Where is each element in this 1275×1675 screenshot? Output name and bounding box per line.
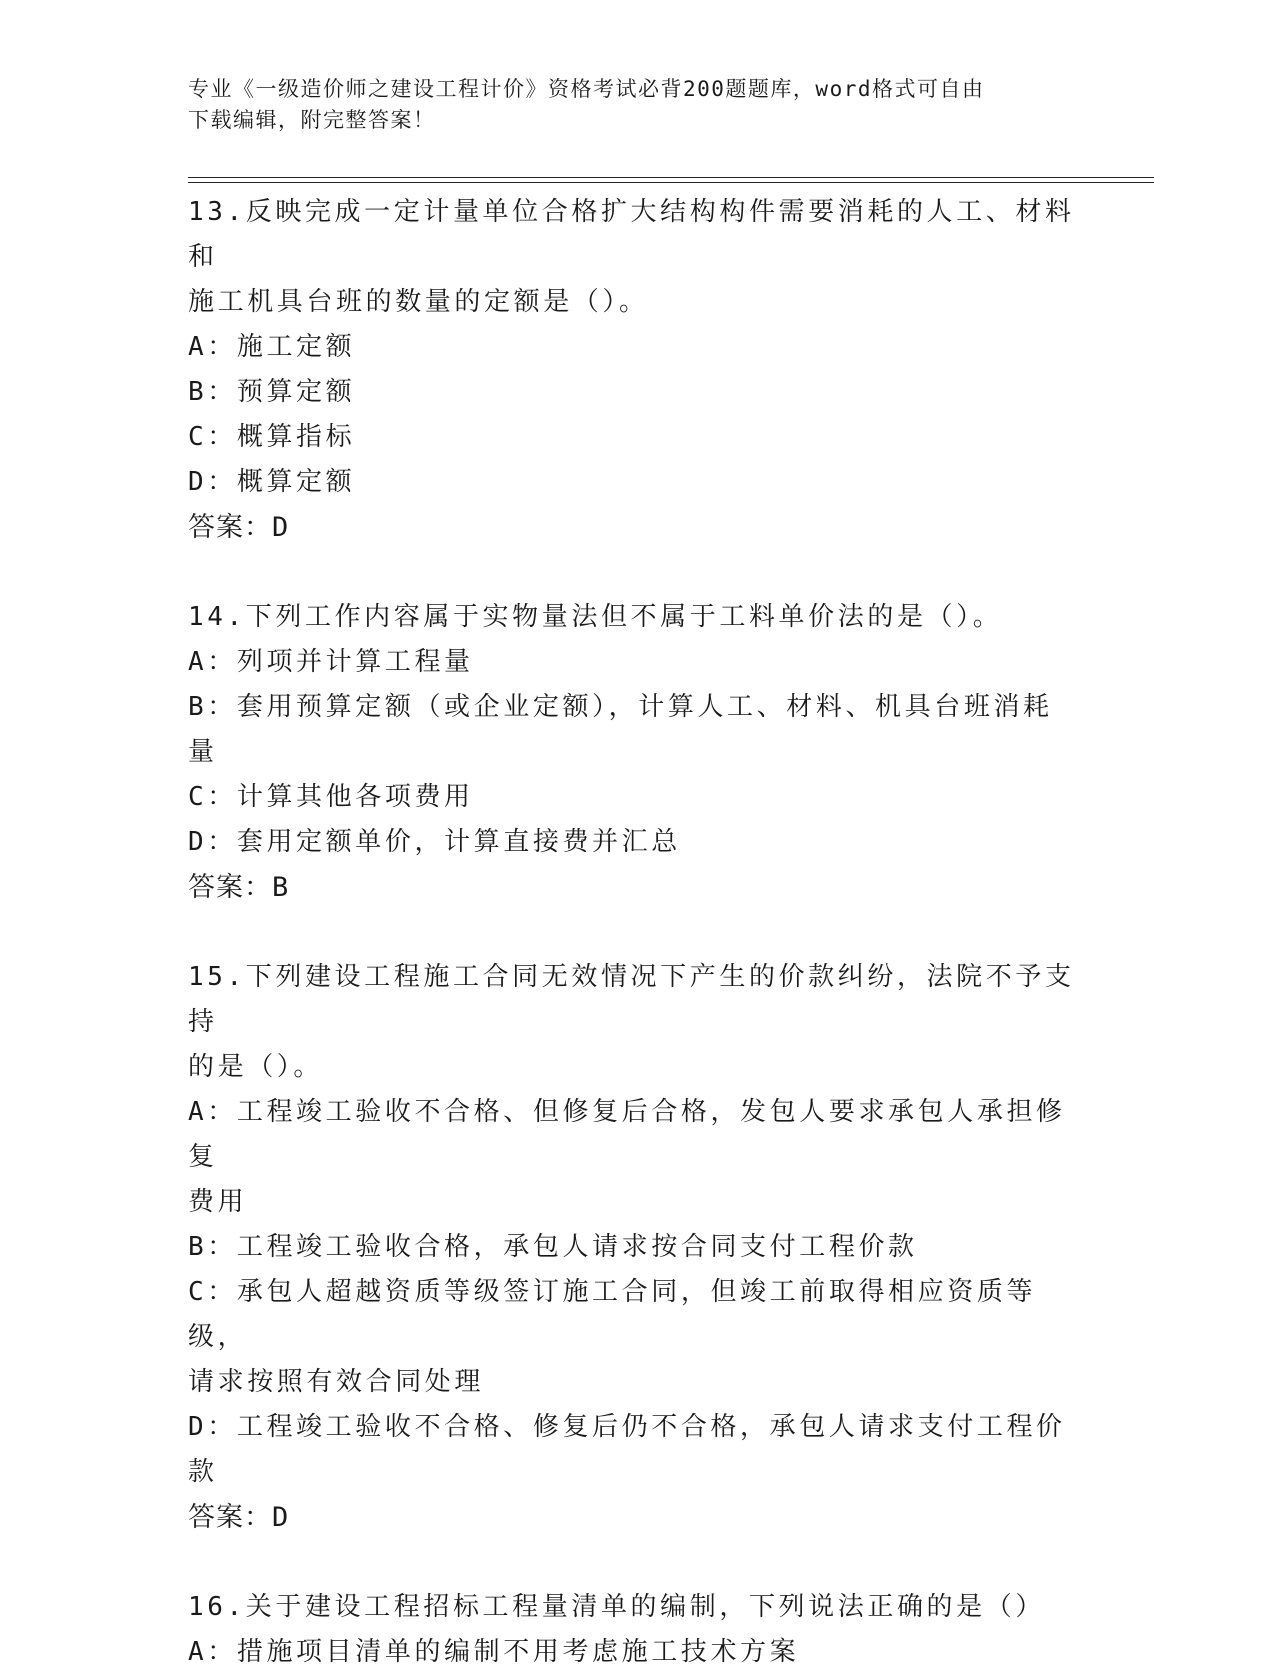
header-rule-top <box>188 177 1154 178</box>
answer-option-line: A：措施项目清单的编制不用考虑施工技术方案 <box>188 1637 800 1667</box>
question-text-line: 13.反映完成一定计量单位合格扩大结构构件需要消耗的人工、材料和 <box>188 197 1075 272</box>
answer-value: B <box>272 872 290 903</box>
header-rule-bottom <box>188 182 1154 183</box>
answer-label: 答案： <box>188 872 272 903</box>
answer-option-line: D：概算定额 <box>188 467 356 497</box>
question-text-line: 15.下列建设工程施工合同无效情况下产生的价款纠纷，法院不予支持 <box>188 962 1075 1037</box>
question-block <box>188 1585 1078 1675</box>
question-list <box>188 190 1078 1675</box>
answer-option-line: C：概算指标 <box>188 422 356 452</box>
answer-option-line: D：工程竣工验收不合格、修复后仍不合格，承包人请求支付工程价款 <box>188 1412 1066 1487</box>
question-text-line: 的是（）。 <box>188 1052 324 1082</box>
answer-option-line: A：工程竣工验收不合格、但修复后合格，发包人要求承包人承担修复 <box>188 1097 1066 1172</box>
answer-option-line: C：计算其他各项费用 <box>188 782 474 812</box>
answer-value: D <box>272 512 290 543</box>
question-text-line: 施工机具台班的数量的定额是（）。 <box>188 287 649 317</box>
answer-option-line: B：套用预算定额（或企业定额），计算人工、材料、机具台班消耗量 <box>188 692 1053 767</box>
answer-option-line: A：施工定额 <box>188 332 356 362</box>
answer-option-line: D：套用定额单价，计算直接费并汇总 <box>188 827 681 857</box>
question-block <box>188 190 1078 550</box>
question-block <box>188 595 1078 910</box>
question-text-line: 14.下列工作内容属于实物量法但不属于工料单价法的是（）。 <box>188 602 1003 632</box>
answer-option-line: C：承包人超越资质等级签订施工合同，但竣工前取得相应资质等级， <box>188 1277 1037 1352</box>
header-line-1: 专业《一级造价师之建设工程计价》资格考试必背200题题库，word格式可自由 <box>188 77 985 101</box>
answer-option-line: B：工程竣工验收合格，承包人请求按合同支付工程价款 <box>188 1232 918 1262</box>
answer-line <box>188 505 1078 550</box>
answer-option-line: A：列项并计算工程量 <box>188 647 474 677</box>
document-header <box>188 74 1068 136</box>
question-block <box>188 955 1078 1540</box>
answer-option-line: 请求按照有效合同处理 <box>188 1367 485 1397</box>
answer-label: 答案： <box>188 1502 272 1533</box>
answer-line <box>188 1495 1078 1540</box>
answer-option-line: B：预算定额 <box>188 377 356 407</box>
answer-option-line: 费用 <box>188 1187 248 1217</box>
answer-value: D <box>272 1502 290 1533</box>
answer-label: 答案： <box>188 512 272 543</box>
header-line-2: 下载编辑，附完整答案！ <box>188 108 436 132</box>
answer-line <box>188 865 1078 910</box>
question-text-line: 16.关于建设工程招标工程量清单的编制，下列说法正确的是（） <box>188 1592 1045 1622</box>
